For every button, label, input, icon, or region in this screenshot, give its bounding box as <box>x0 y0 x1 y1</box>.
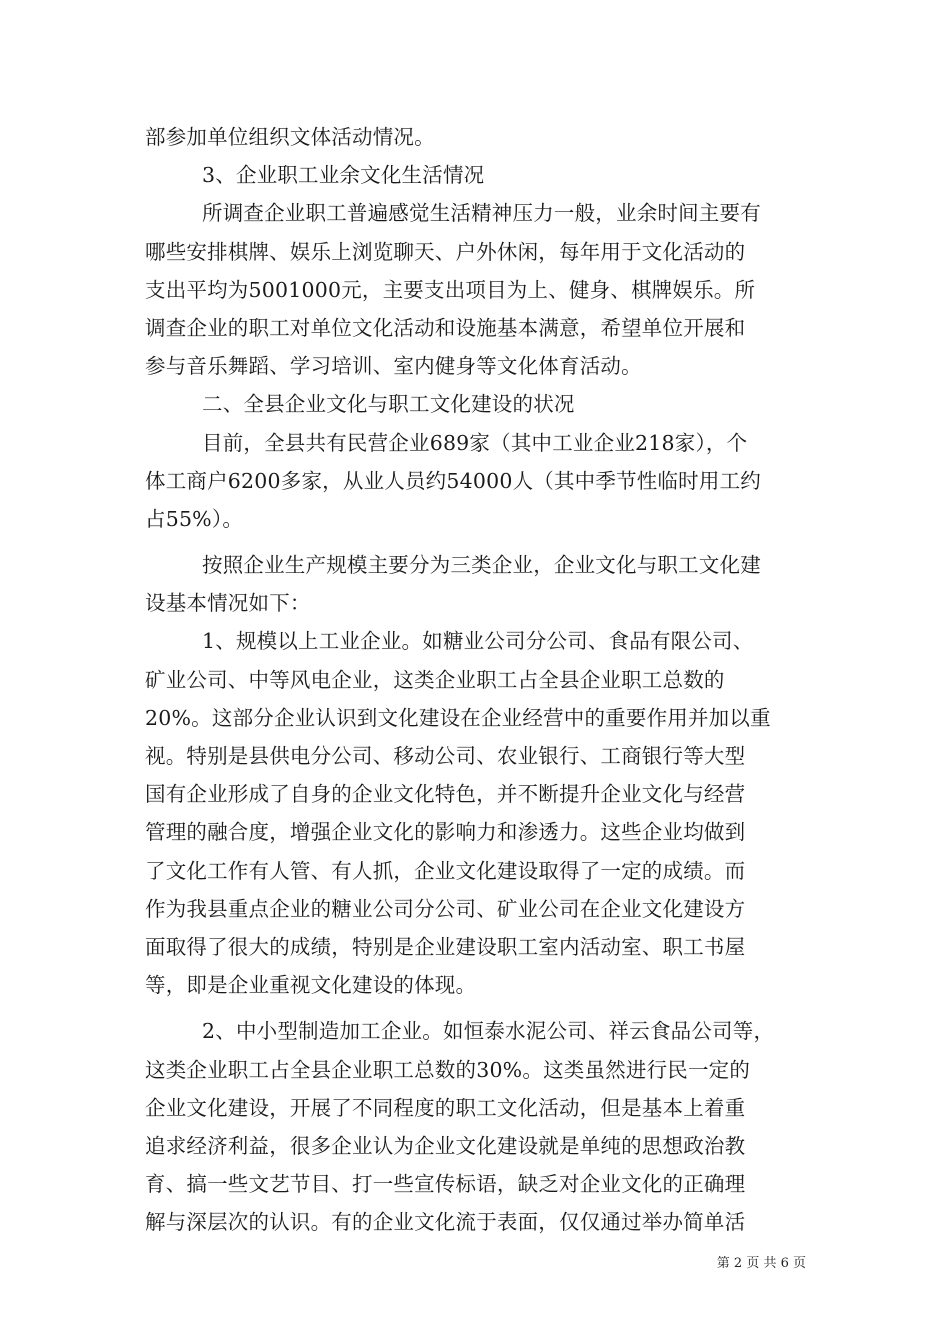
text-line: 体工商户6200多家，从业人员约54000人（其中季节性临时用工约 <box>145 468 761 493</box>
paragraph-first-line: 目前，全县共有民营企业689家（其中工业企业218家），个 <box>202 430 748 455</box>
paragraph-first-line: 按照企业生产规模主要分为三类企业，企业文化与职工文化建 <box>202 553 761 578</box>
text-line: 调查企业的职工对单位文化活动和设施基本满意，希望单位开展和 <box>145 315 746 340</box>
text-line: 占55%）。 <box>145 506 244 531</box>
text-line: 矿业公司、中等风电企业，这类企业职工占全县企业职工总数的 <box>145 667 725 692</box>
section-heading: 二、全县企业文化与职工文化建设的状况 <box>202 392 575 417</box>
text-line: 解与深层次的认识。有的企业文化流于表面，仅仅通过举办简单活 <box>145 1210 746 1235</box>
text-line: 国有企业形成了自身的企业文化特色，并不断提升企业文化与经营 <box>145 782 746 807</box>
text-line: 这类企业职工占全县企业职工总数的30%。这类虽然进行民一定的 <box>145 1057 751 1082</box>
text-line: 面取得了很大的成绩，特别是企业建设职工室内活动室、职工书屋 <box>145 934 746 959</box>
text-line: 育、搞一些文艺节目、打一些宣传标语，缺乏对企业文化的正确理 <box>145 1172 746 1197</box>
document-body <box>145 118 809 1241</box>
paragraph-first-line: 所调查企业职工普遍感觉生活精神压力一般，业余时间主要有 <box>202 201 761 226</box>
text-line: 等，即是企业重视文化建设的体现。 <box>145 973 477 998</box>
text-line: 企业文化建设，开展了不同程度的职工文化活动，但是基本上着重 <box>145 1095 746 1120</box>
text-line: 视。特别是县供电分公司、移动公司、农业银行、工商银行等大型 <box>145 744 746 768</box>
text-line: 支出平均为5001000元，主要支出项目为上、健身、棋牌娱乐。所 <box>145 277 756 302</box>
text-line: 了文化工作有人管、有人抓，企业文化建设取得了一定的成绩。而 <box>145 858 746 883</box>
text-line: 追求经济利益，很多企业认为企业文化建设就是单纯的思想政治教 <box>145 1133 746 1158</box>
section-heading: 3、企业职工业余文化生活情况 <box>202 163 485 188</box>
text-line: 部参加单位组织文体活动情况。 <box>145 125 435 149</box>
text-line: 管理的融合度，增强企业文化的影响力和渗透力。这些企业均做到 <box>145 820 746 845</box>
text-line: 参与音乐舞蹈、学习培训、室内健身等文化体育活动。 <box>145 354 642 379</box>
text-line: 20%。这部分企业认识到文化建设在企业经营中的重要作用并加以重 <box>145 705 771 730</box>
text-line: 设基本情况如下： <box>145 591 311 616</box>
paragraph-first-line: 2、中小型制造加工企业。如恒泰水泥公司、祥云食品公司等， <box>202 1019 775 1044</box>
text-line: 作为我县重点企业的糖业公司分公司、矿业公司在企业文化建设方 <box>145 896 746 921</box>
text-line: 哪些安排棋牌、娱乐上浏览聊天、户外休闲，每年用于文化活动的 <box>145 239 746 264</box>
page-number: 第 2 页 共 6 页 <box>716 1256 806 1271</box>
paragraph-first-line: 1、规模以上工业企业。如糖业公司分公司、食品有限公司、 <box>202 629 754 654</box>
